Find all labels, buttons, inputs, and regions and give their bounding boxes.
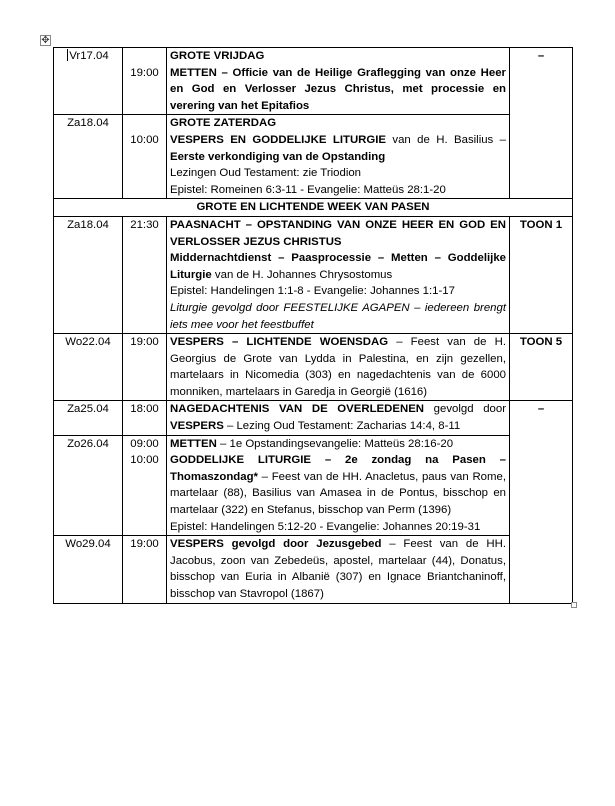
service-lead: VESPERS – LICHTENDE WOENSDAG <box>170 336 389 349</box>
service-lead-rest: – Feest van de HH. Jacobus, zoon van Zebedeüs, apostel, martelaar (44), Donatus, bisschop van Euria in Albanië (307) en Ignace Briantchaninoff, bisschop van Stavropol (1867) <box>170 538 506 600</box>
service-lead-2: Eerste verkondiging van de Opstanding <box>170 150 386 163</box>
time-text: 10:00 <box>130 454 159 467</box>
note-text: Liturgie gevolgd door FEESTELIJKE AGAPEN – iedereen brengt iets mee voor het feestbuffet <box>170 301 506 331</box>
date-cell <box>54 435 123 536</box>
service-title: GROTE ZATERDAG <box>170 117 277 130</box>
time-text: 10:00 <box>130 133 159 146</box>
service-lead-rest: – Feest van de H. Georgius de Grote van Lydda in Palestina, en zijn gezellen, martelaars in Nicomedia (303) en nagedachtenis van de 6000 monniken, martelaars in Garedja in Georgië (1616) <box>170 336 506 398</box>
table-row <box>54 401 573 435</box>
description-cell <box>167 536 510 603</box>
week-header: GROTE EN LICHTENDE WEEK VAN PASEN <box>54 199 573 217</box>
service-lead-rest: van de H. Basilius – <box>386 133 506 146</box>
tone-text: TOON 5 <box>519 336 563 349</box>
service-title: GROTE VRIJDAG <box>170 50 265 62</box>
table-row <box>54 334 573 401</box>
readings-text: Epistel: Romeinen 6:3-11 - Evangelie: Matteüs 28:1-20 <box>170 183 446 196</box>
table-resize-handle-icon[interactable] <box>571 602 577 608</box>
tone-text: – <box>537 403 545 416</box>
description-cell <box>167 435 510 536</box>
date-cell <box>54 216 123 333</box>
time-text: 18:00 <box>130 403 159 416</box>
table-row <box>54 48 573 115</box>
service-lead-rest: – 1e Opstandingsevangelie: Matteüs 28:16-20 <box>216 437 454 450</box>
service-lead-rest: gevolgd door <box>424 403 506 416</box>
tone-cell <box>510 334 573 401</box>
tone-text: TOON 1 <box>519 218 563 231</box>
date-cell <box>54 115 123 199</box>
date-text: Zo26.04 <box>67 437 109 450</box>
service-lead-rest-2: – Feest van de HH. Anacletus, paus van Rome, martelaar (88), Basilius van Amasea in de Pontus, bisschop en martelaar (322) en Stefanus, bisschop van Perm (1396) <box>170 470 506 517</box>
time-text: 09:00 <box>130 437 159 450</box>
description-cell <box>167 115 510 199</box>
service-lead: METTEN – Officie van de Heilige Graflegging van onze Heer en God en Verlosser Jezus Christus, met processie en verering van het Epitafios <box>170 66 506 112</box>
tone-cell <box>510 401 573 603</box>
date-cell <box>54 536 123 603</box>
time-cell <box>123 334 167 401</box>
schedule-table <box>53 47 573 604</box>
time-cell <box>123 401 167 435</box>
service-lead: NAGEDACHTENIS VAN DE OVERLEDENEN <box>170 403 425 416</box>
readings-text: Epistel: Handelingen 5:12-20 - Evangelie: Johannes 20:19-31 <box>170 520 481 533</box>
date-cell <box>54 401 123 435</box>
date-cell <box>54 48 123 115</box>
tone-cell <box>510 216 573 333</box>
time-cell <box>123 435 167 536</box>
service-lead: Middernachtdienst – Paasprocessie – Metten – Goddelijke Liturgie <box>170 252 506 281</box>
service-lead-rest-2: – Lezing Oud Testament: Zacharias 14:4, 8-11 <box>223 420 461 433</box>
time-text: 21:30 <box>130 218 159 231</box>
service-lead: VESPERS gevolgd door Jezusgebed <box>170 538 382 551</box>
service-lead-2: GODDELIJKE LITURGIE – 2e zondag na Pasen – Thomaszondag* <box>170 454 506 483</box>
time-cell <box>123 216 167 333</box>
service-lead: METTEN <box>170 437 217 450</box>
description-cell <box>167 401 510 435</box>
service-lead-rest: van de H. Johannes Chrysostomus <box>211 268 393 281</box>
date-text: Za18.04 <box>67 117 109 130</box>
time-text: 19:00 <box>130 336 159 349</box>
date-text: Za18.04 <box>67 218 109 231</box>
service-title: PAASNACHT – OPSTANDING VAN ONZE HEER EN GOD EN VERLOSSER JEZUS CHRISTUS <box>170 218 506 248</box>
tone-cell <box>510 48 573 199</box>
table-row <box>54 216 573 333</box>
table-row <box>54 536 573 603</box>
service-lead-2: VESPERS <box>170 420 224 433</box>
time-cell <box>123 115 167 199</box>
readings-text: Lezingen Oud Testament: zie Triodion <box>170 167 362 180</box>
date-text: Vr17.04 <box>69 50 109 62</box>
time-cell <box>123 48 167 115</box>
readings-text: Epistel: Handelingen 1:1-8 - Evangelie: Johannes 1:1-17 <box>170 285 455 298</box>
table-row <box>54 115 573 199</box>
description-cell <box>167 216 510 333</box>
time-text: 19:00 <box>130 538 159 551</box>
description-cell <box>167 48 510 115</box>
time-cell <box>123 536 167 603</box>
service-lead: VESPERS EN GODDELIJKE LITURGIE <box>170 133 387 146</box>
date-text: Wo22.04 <box>65 336 111 349</box>
tone-text: – <box>537 50 545 62</box>
week-header-row <box>54 199 573 217</box>
date-text: Za25.04 <box>67 403 109 416</box>
table-move-handle-icon[interactable]: ✥ <box>41 35 50 46</box>
table-row <box>54 435 573 536</box>
date-cell <box>54 334 123 401</box>
description-cell <box>167 334 510 401</box>
date-text: Wo29.04 <box>65 538 111 551</box>
time-text: 19:00 <box>130 66 159 79</box>
